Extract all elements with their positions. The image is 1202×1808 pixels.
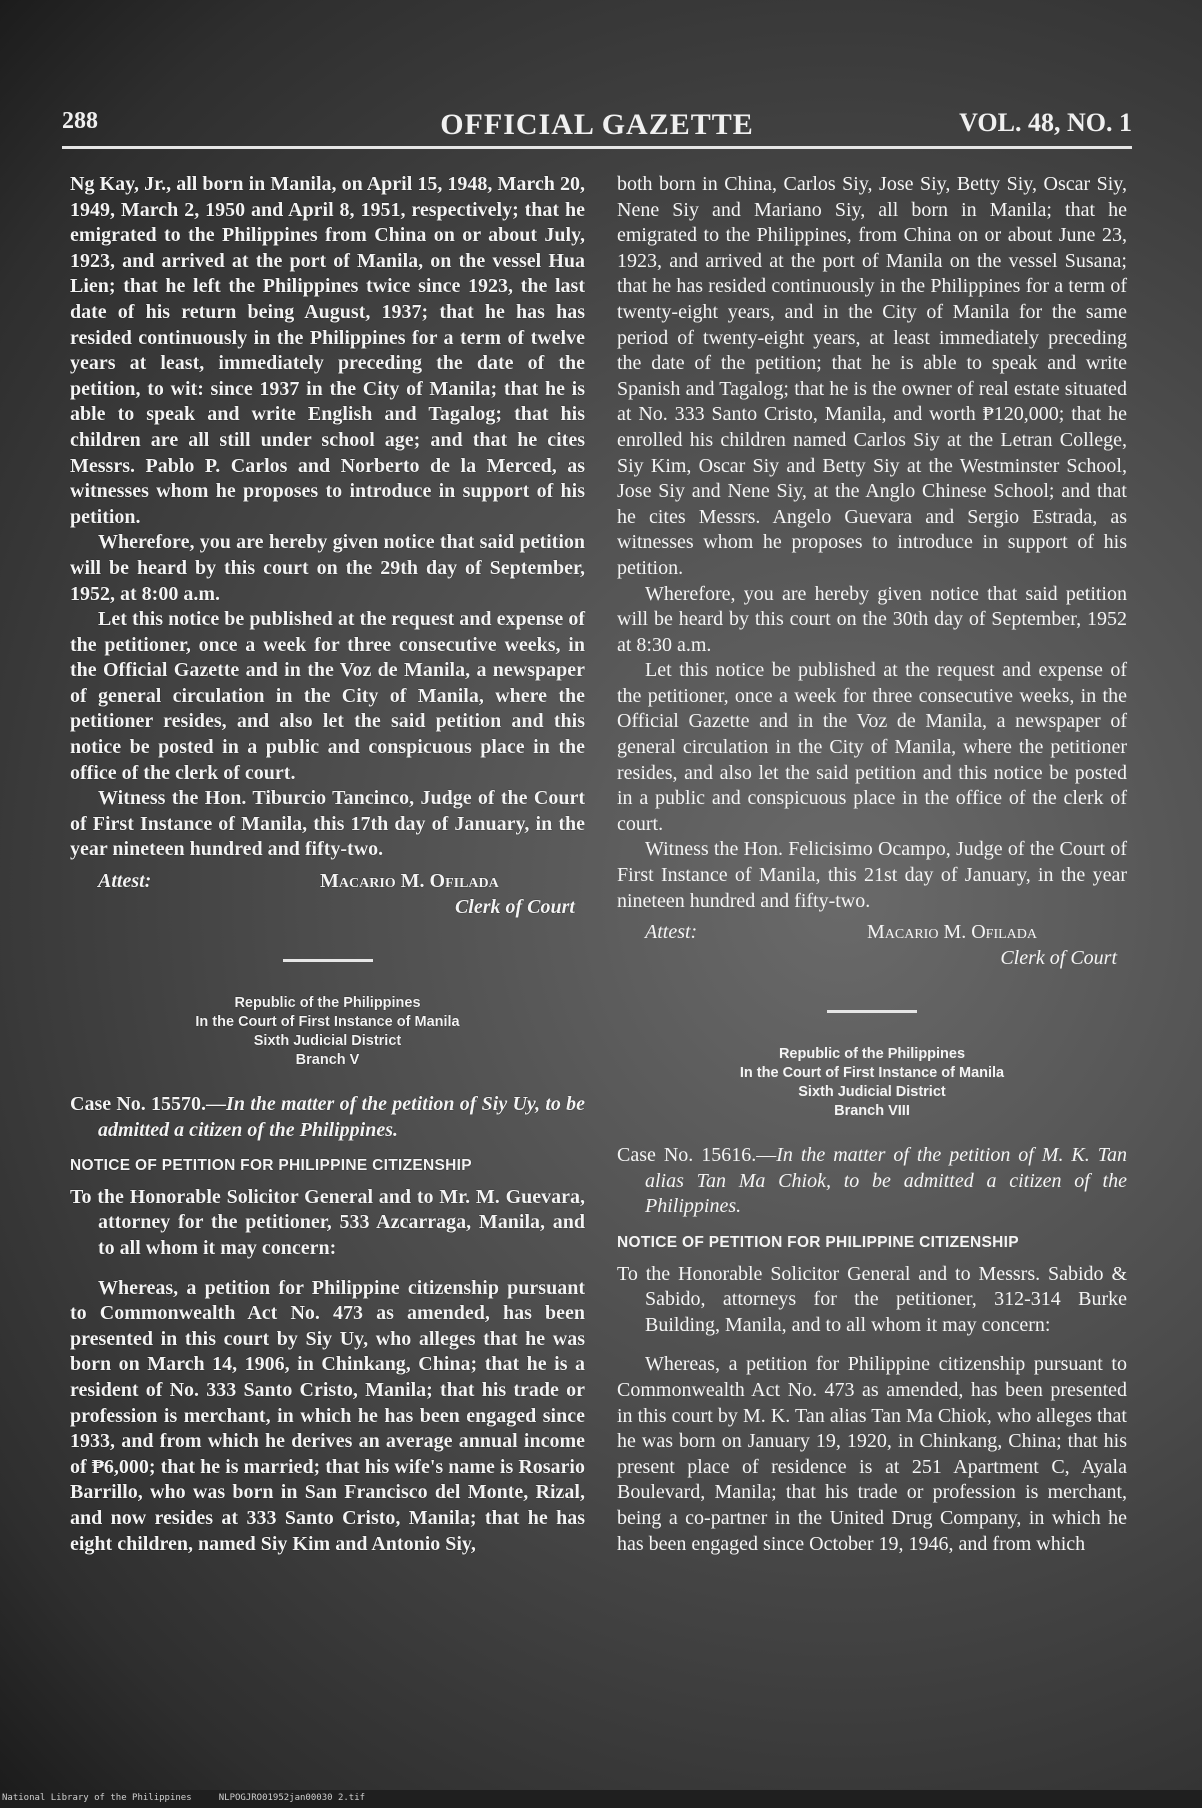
court-line: In the Court of First Instance of Manila bbox=[195, 1014, 460, 1031]
court-heading bbox=[70, 994, 585, 1070]
attest-label: Attest: bbox=[645, 921, 698, 944]
attest-role: Clerk of Court bbox=[1000, 947, 1117, 970]
paragraph: both born in China, Carlos Siy, Jose Siy, Betty Siy, Oscar Siy, Nene Siy and Mariano Siy, all born in Manila; that he emigrated to the Philippines, from China on or about June 23, 1923, and arrived at the port of Manila on the vessel Susana; that he has resided continuously in the Philippines for a term of twenty-eight years, and in the City of Manila for the same period of twenty-eight years, at least immediately preceding the date of the petition; that he is able to speak and write Spanish and Tagalog; that he is the owner of real estate situated at No. 333 Santo Cristo, Manila, and worth ₱120,000; that he enrolled his children named Carlos Siy at the Letran College, Siy Kim, Oscar Siy and Betty Siy at the Westminster School, Jose Siy and Nene Siy, at the Anglo Chinese School; and that he cites Messrs. Angelo Guevara and Sergio Estrada, as witnesses whom he proposes to introduce in support of his petition. bbox=[617, 173, 1127, 579]
addressee: To the Honorable Solicitor General and to Messrs. Sabido & Sabido, attorneys for the petitioner, 312-314 Burke Building, Manila, and to all whom it may concern: bbox=[617, 1262, 1127, 1336]
case-number: Case No. 15616.— bbox=[617, 1144, 777, 1167]
case-text: In the matter of the petition of M. K. Tan alias Tan Ma Chiok, to be admitted a citizen of the Philippines. bbox=[645, 1144, 1127, 1218]
section-divider bbox=[827, 1010, 917, 1013]
attest-role: Clerk of Court bbox=[454, 896, 575, 919]
paragraph: Let this notice be published at the request and expense of the petitioner, once a week for three consecutive weeks, in the Official Gazette and in the Voz de Manila, a newspaper of general circulation in the City of Manila, where the petitioner resides, and also let the said petition and this notice be posted in a public and conspicuous place in the office of the clerk of court. bbox=[70, 608, 585, 784]
publication-title: OFFICIAL GAZETTE bbox=[440, 108, 754, 141]
case-caption bbox=[617, 1143, 1127, 1220]
scan-footer: National Library of the Philippines NLPOGJRO01952jan00030 2.tif bbox=[2, 1793, 366, 1803]
case-number: Case No. 15570.— bbox=[70, 1093, 227, 1116]
paragraph: Whereas, a petition for Philippine citizenship pursuant to Commonwealth Act No. 473 as amended, has been presented in this court by M. K. Tan alias Tan Ma Chiok, who alleges that he was born on January 19, 1920, in Chinkang, China; that his present place of residence is at 251 Apartment C, Ayala Boulevard, Manila; that his trade or profession is merchant, being a co-partner in the United Drug Company, in which he has been engaged since October 19, 1946, and from which bbox=[617, 1353, 1127, 1555]
notice-heading: NOTICE OF PETITION FOR PHILIPPINE CITIZENSHIP bbox=[70, 1157, 472, 1175]
case-caption bbox=[70, 1092, 585, 1143]
addressee: To the Honorable Solicitor General and to Mr. M. Guevara, attorney for the petitioner, 533 Azcarraga, Manila, and to all whom it may concern: bbox=[70, 1185, 585, 1259]
court-line: Republic of the Philippines bbox=[234, 995, 421, 1012]
court-line: Sixth Judicial District bbox=[253, 1033, 402, 1050]
court-line: Branch V bbox=[295, 1052, 360, 1069]
attestation bbox=[70, 869, 585, 925]
header-rule bbox=[62, 146, 1132, 149]
paragraph: Whereas, a petition for Philippine citizenship pursuant to Commonwealth Act No. 473 as amended, has been presented in this court by Siy Uy, who alleges that he was born on March 14, 1906, in Chinkang, China; that he is a resident of No. 333 Santo Cristo, Manila; that his trade or profession is merchant, in which he has been engaged since 1933, and from which he derives an average annual income of ₱6,000; that he is married; that his wife's name is Rosario Barrillo, who was born in San Francisco del Monte, Rizal, and now resides at 333 Santo Cristo, Manila; that he has eight children, named Siy Kim and Antonio Siy, bbox=[70, 1276, 585, 1555]
notice-heading: NOTICE OF PETITION FOR PHILIPPINE CITIZENSHIP bbox=[617, 1234, 1019, 1251]
attest-name: Macario M. Ofilada bbox=[320, 870, 499, 893]
court-heading bbox=[617, 1045, 1127, 1121]
attest-name: Macario M. Ofilada bbox=[867, 921, 1038, 944]
paragraph: Ng Kay, Jr., all born in Manila, on April 15, 1948, March 20, 1949, March 2, 1950 and April 8, 1951, respectively; that he emigrated to the Philippines from China on or about July, 1923, and arrived at the port of Manila, on the vessel Hua Lien; that he left the Philippines twice since 1923, the last date of his return being August, 1937; that he has has resided continuously in the Philippines for a term of twelve years at least, immediately preceding the date of the petition, to wit: since 1937 in the City of Manila; that he is able to speak and write English and Tagalog; that his children are all still under school age; and that he cites Messrs. Pablo P. Carlos and Norberto de la Merced, as witnesses whom he proposes to introduce in support of his petition. bbox=[70, 173, 585, 528]
paragraph: Let this notice be published at the request and expense of the petitioner, once a week for three consecutive weeks, in the Official Gazette and in the Voz de Manila, a newspaper of general circulation in the City of Manila, where the petitioner resides, and also let the said petition and this notice be posted in a public and conspicuous place in the office of the clerk of court. bbox=[617, 659, 1127, 835]
section-divider bbox=[283, 959, 373, 962]
paragraph: Wherefore, you are hereby given notice that said petition will be heard by this court on the 30th day of September, 1952 at 8:30 a.m. bbox=[617, 582, 1127, 656]
page-number: 288 bbox=[62, 108, 98, 134]
case-text: In the matter of the petition of Siy Uy, to be admitted a citizen of the Philippines. bbox=[98, 1093, 585, 1141]
court-line: In the Court of First Instance of Manila bbox=[739, 1065, 1005, 1082]
left-column bbox=[70, 172, 585, 1557]
court-line: Branch VIII bbox=[834, 1103, 910, 1120]
volume-number: VOL. 48, NO. 1 bbox=[959, 108, 1132, 137]
attestation bbox=[617, 920, 1127, 976]
court-line: Sixth Judicial District bbox=[798, 1084, 946, 1101]
attest-label: Attest: bbox=[98, 870, 152, 893]
paragraph: Witness the Hon. Felicisimo Ocampo, Judge of the Court of First Instance of Manila, this 21st day of January, in the year nineteen hundred and fifty-two. bbox=[617, 838, 1127, 912]
right-column bbox=[617, 172, 1127, 1557]
court-line: Republic of the Philippines bbox=[778, 1046, 966, 1063]
page-header bbox=[62, 108, 1132, 144]
paragraph: Witness the Hon. Tiburcio Tancinco, Judge of the Court of First Instance of Manila, this 17th day of January, in the year nineteen hundred and fifty-two. bbox=[70, 787, 585, 861]
paragraph: Wherefore, you are hereby given notice that said petition will be heard by this court on the 29th day of September, 1952, at 8:00 a.m. bbox=[70, 531, 585, 605]
